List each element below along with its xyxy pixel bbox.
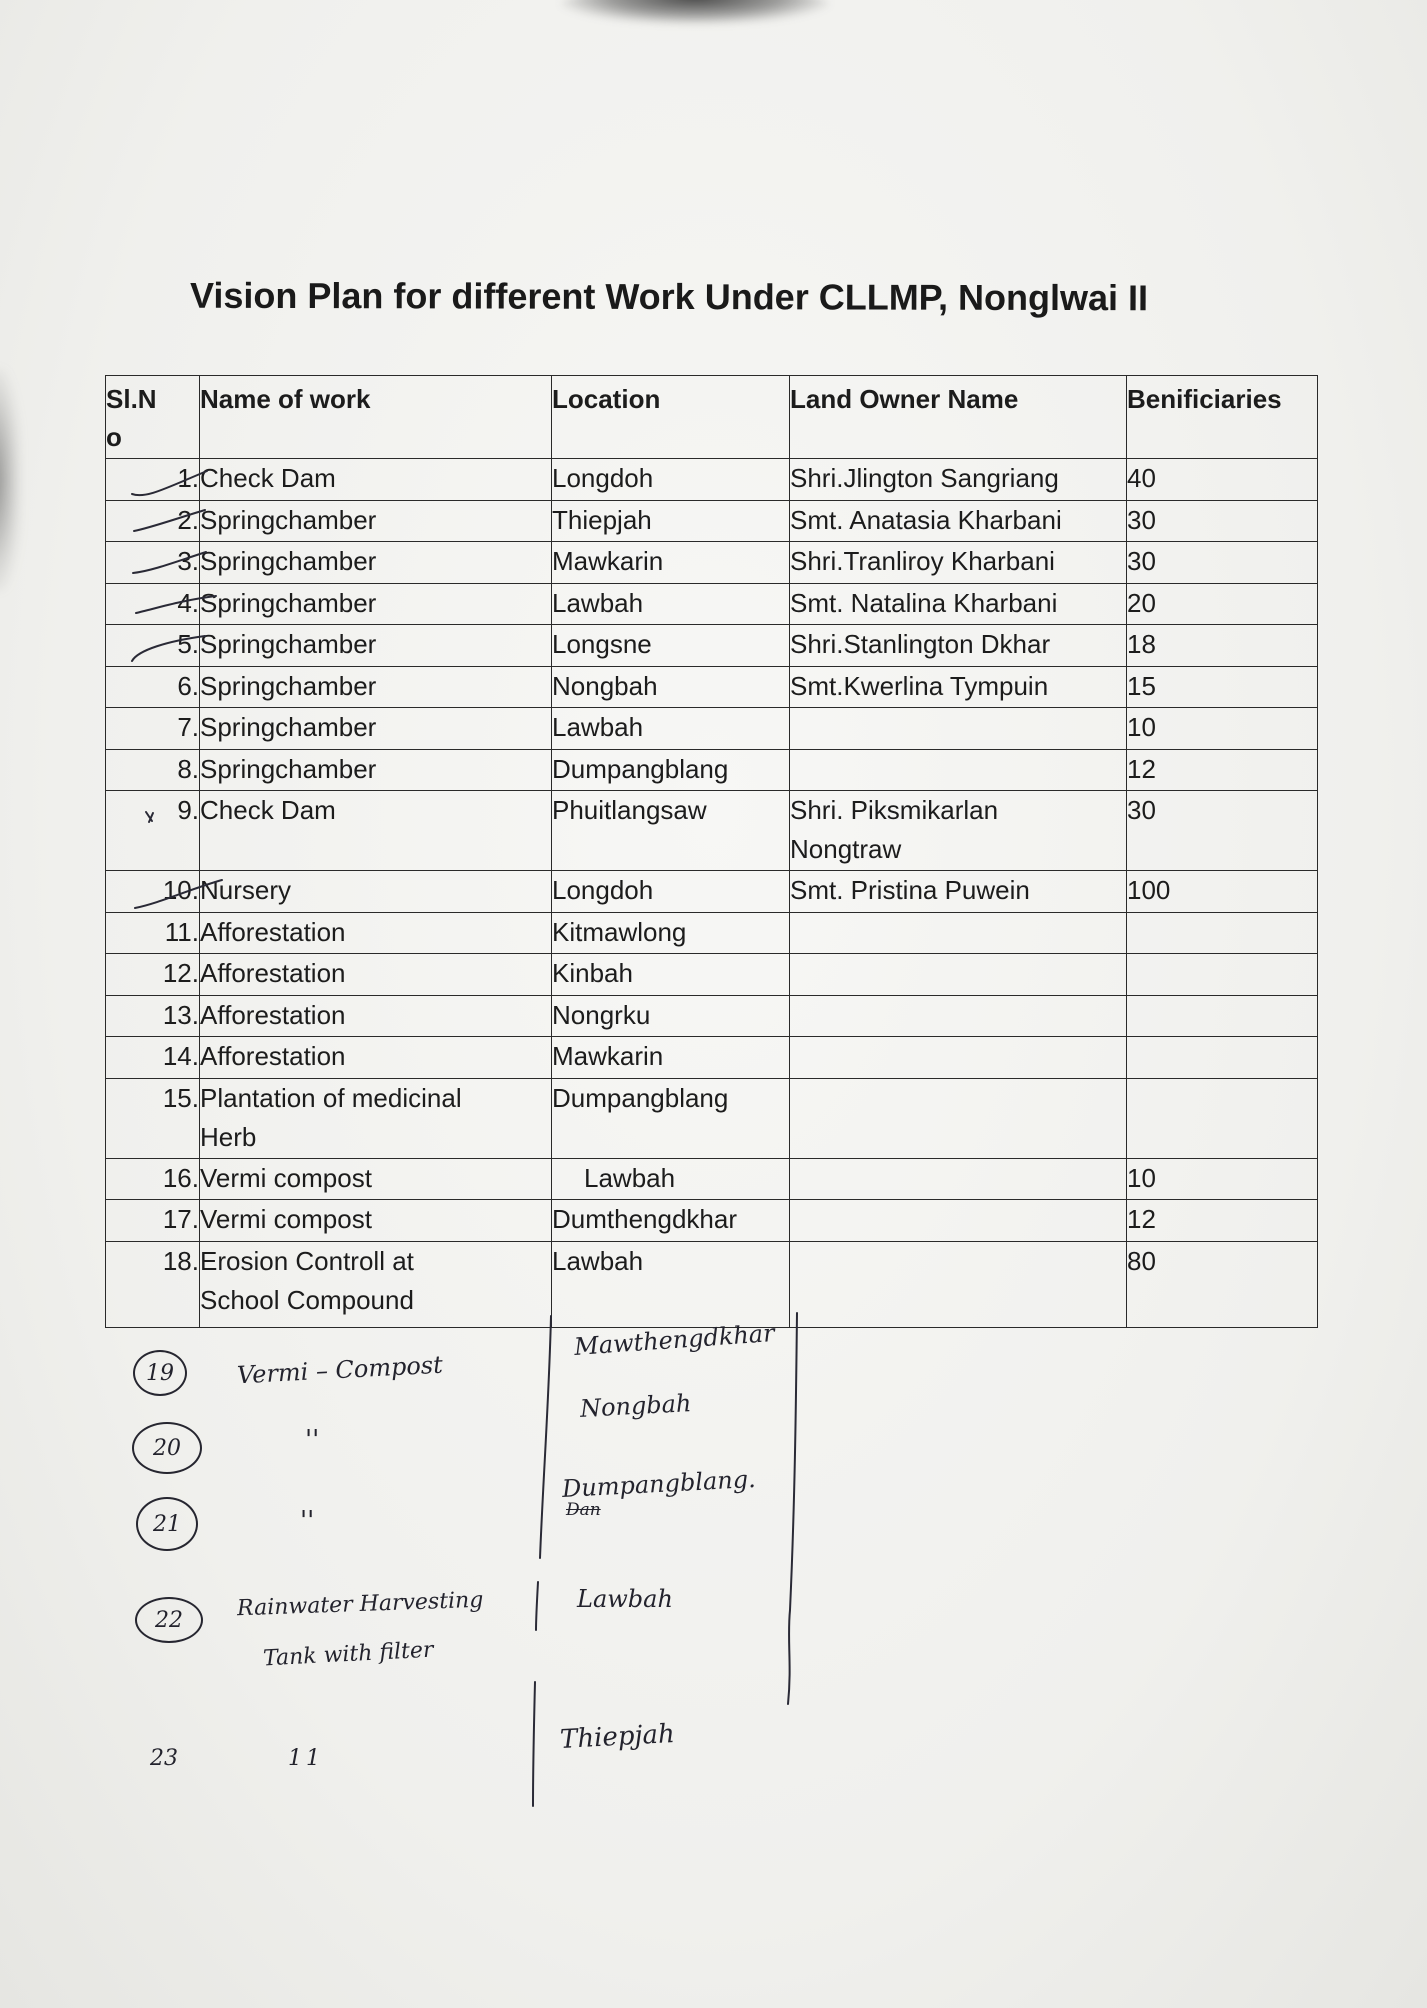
work-name-cell: Springchamber [200, 666, 552, 708]
hand-drawn-column-line [533, 1682, 535, 1806]
work-name-cell: Check Dam [200, 791, 552, 871]
location-cell: Longsne [552, 625, 790, 667]
work-name-cell: Plantation of medicinal Herb [200, 1078, 552, 1158]
beneficiaries-cell: 30 [1127, 542, 1318, 584]
beneficiaries-cell [1127, 1078, 1318, 1158]
location-cell: Mawkarin [552, 1037, 790, 1079]
header-location: Location [552, 376, 790, 459]
location-cell: Dumthengdkhar [552, 1200, 790, 1242]
work-name-cell: Springchamber [200, 500, 552, 542]
location-cell: Lawbah [552, 708, 790, 750]
table-row [106, 1241, 1318, 1327]
sl-no-cell: 3. [106, 542, 200, 584]
sl-no-cell: 10. [106, 871, 200, 913]
handwritten-work-line: Rainwater Harvesting [236, 1587, 484, 1622]
header-sl-no: Sl.No [106, 376, 200, 459]
handwritten-entry-number: 23 [150, 1746, 178, 1771]
location-cell: Longdoh [552, 871, 790, 913]
scan-shadow-left [0, 370, 20, 590]
hand-drawn-column-line [536, 1582, 538, 1630]
land-owner-cell: Shri.Jlington Sangriang [790, 459, 1127, 501]
table-row [106, 500, 1318, 542]
handwritten-ditto: '' [300, 1506, 315, 1536]
work-name-cell: Check Dam [200, 459, 552, 501]
table-row [106, 625, 1318, 667]
work-name-cell: Springchamber [200, 708, 552, 750]
sl-no-cell: 18. [106, 1241, 200, 1327]
beneficiaries-cell [1127, 1037, 1318, 1079]
land-owner-cell [790, 1078, 1127, 1158]
land-owner-cell [790, 912, 1127, 954]
table-row [106, 459, 1318, 501]
handwritten-location: Nongbah [579, 1389, 693, 1423]
table-row [106, 995, 1318, 1037]
sl-no-cell: 6. [106, 666, 200, 708]
location-cell: Mawkarin [552, 542, 790, 584]
beneficiaries-cell: 80 [1127, 1241, 1318, 1327]
handwritten-work-line: Tank with filter [262, 1637, 435, 1672]
table-row [106, 708, 1318, 750]
work-name-cell: Springchamber [200, 625, 552, 667]
work-name-cell: Afforestation [200, 912, 552, 954]
beneficiaries-cell: 12 [1127, 749, 1318, 791]
location-cell: Kitmawlong [552, 912, 790, 954]
land-owner-cell: Shri.Tranliroy Kharbani [790, 542, 1127, 584]
scan-smudge-top [560, 0, 830, 24]
beneficiaries-cell: 30 [1127, 500, 1318, 542]
sl-no-cell: 5. [106, 625, 200, 667]
work-name-cell: Afforestation [200, 1037, 552, 1079]
hand-drawn-column-line [540, 1316, 551, 1558]
circled-number-20: 20 [132, 1422, 202, 1474]
land-owner-cell [790, 1241, 1127, 1327]
land-owner-cell: Smt.Kwerlina Tympuin [790, 666, 1127, 708]
table-row [106, 1158, 1318, 1200]
beneficiaries-cell: 100 [1127, 871, 1318, 913]
location-cell: Lawbah [552, 1158, 790, 1200]
work-name-cell: Erosion Controll at School Compound [200, 1241, 552, 1327]
location-cell: Lawbah [552, 583, 790, 625]
land-owner-cell [790, 749, 1127, 791]
sl-no-cell: 16. [106, 1158, 200, 1200]
beneficiaries-cell: 18 [1127, 625, 1318, 667]
sl-no-cell: 17. [106, 1200, 200, 1242]
land-owner-cell [790, 954, 1127, 996]
beneficiaries-cell: 10 [1127, 1158, 1318, 1200]
location-cell: Nongbah [552, 666, 790, 708]
sl-no-cell: 15. [106, 1078, 200, 1158]
beneficiaries-cell [1127, 954, 1318, 996]
work-name-cell: Springchamber [200, 749, 552, 791]
land-owner-cell [790, 1158, 1127, 1200]
circled-number-19: 19 [133, 1350, 187, 1396]
table-row [106, 749, 1318, 791]
sl-no-cell: 2. [106, 500, 200, 542]
land-owner-cell [790, 1200, 1127, 1242]
location-cell: Lawbah [552, 1241, 790, 1327]
land-owner-cell [790, 708, 1127, 750]
land-owner-cell [790, 1037, 1127, 1079]
sl-no-cell: 14. [106, 1037, 200, 1079]
beneficiaries-cell [1127, 995, 1318, 1037]
location-cell: Phuitlangsaw [552, 791, 790, 871]
table-row [106, 871, 1318, 913]
sl-no-cell: 13. [106, 995, 200, 1037]
handwritten-location: Mawthengdkhar [573, 1319, 776, 1361]
work-name-cell: Springchamber [200, 583, 552, 625]
beneficiaries-cell: 15 [1127, 666, 1318, 708]
header-land-owner-name: Land Owner Name [790, 376, 1127, 459]
handwritten-ditto: 11 [288, 1746, 324, 1771]
sl-no-cell: 8. [106, 749, 200, 791]
circled-number-21: 21 [136, 1497, 198, 1551]
table-header-row [106, 376, 1318, 459]
table-row [106, 1200, 1318, 1242]
hand-drawn-column-line [788, 1313, 797, 1704]
work-name-cell: Vermi compost [200, 1158, 552, 1200]
location-cell: Thiepjah [552, 500, 790, 542]
land-owner-cell [790, 995, 1127, 1037]
land-owner-cell: Smt. Pristina Puwein [790, 871, 1127, 913]
document-title: Vision Plan for different Work Under CLLMP, Nonglwai II [189, 274, 1149, 319]
location-cell: Kinbah [552, 954, 790, 996]
work-name-cell: Springchamber [200, 542, 552, 584]
table-row [106, 1078, 1318, 1158]
work-name-cell: Afforestation [200, 954, 552, 996]
beneficiaries-cell: 12 [1127, 1200, 1318, 1242]
location-cell: Longdoh [552, 459, 790, 501]
land-owner-cell: Smt. Anatasia Kharbani [790, 500, 1127, 542]
table-row [106, 912, 1318, 954]
sl-no-cell: 9. [106, 791, 200, 871]
beneficiaries-cell: 10 [1127, 708, 1318, 750]
table-row [106, 954, 1318, 996]
handwritten-struck-text: Dan [566, 1500, 601, 1520]
table-row [106, 1037, 1318, 1079]
work-name-cell: Nursery [200, 871, 552, 913]
land-owner-cell: Shri. Piksmikarlan Nongtraw [790, 791, 1127, 871]
sl-no-cell: 4. [106, 583, 200, 625]
sl-no-cell: 1. [106, 459, 200, 501]
vision-plan-table [105, 375, 1318, 1328]
header-beneficiaries: Benificiaries [1127, 376, 1318, 459]
handwritten-location: Dumpangblang. [561, 1464, 757, 1504]
land-owner-cell: Smt. Natalina Kharbani [790, 583, 1127, 625]
work-name-cell: Vermi compost [200, 1200, 552, 1242]
circled-number-22: 22 [135, 1597, 203, 1643]
beneficiaries-cell: 40 [1127, 459, 1318, 501]
header-name-of-work: Name of work [200, 376, 552, 459]
handwritten-location: Lawbah [577, 1585, 673, 1613]
table-row [106, 542, 1318, 584]
handwritten-location: Thiepjah [559, 1719, 676, 1755]
sl-no-cell: 7. [106, 708, 200, 750]
handwritten-work: Vermi – Compost [236, 1350, 444, 1390]
beneficiaries-cell: 20 [1127, 583, 1318, 625]
location-cell: Dumpangblang [552, 1078, 790, 1158]
location-cell: Dumpangblang [552, 749, 790, 791]
sl-no-cell: 11. [106, 912, 200, 954]
table-row [106, 583, 1318, 625]
table-row [106, 791, 1318, 871]
land-owner-cell: Shri.Stanlington Dkhar [790, 625, 1127, 667]
beneficiaries-cell: 30 [1127, 791, 1318, 871]
handwritten-ditto: '' [305, 1425, 320, 1455]
location-cell: Nongrku [552, 995, 790, 1037]
table-row [106, 666, 1318, 708]
work-name-cell: Afforestation [200, 995, 552, 1037]
sl-no-cell: 12. [106, 954, 200, 996]
beneficiaries-cell [1127, 912, 1318, 954]
